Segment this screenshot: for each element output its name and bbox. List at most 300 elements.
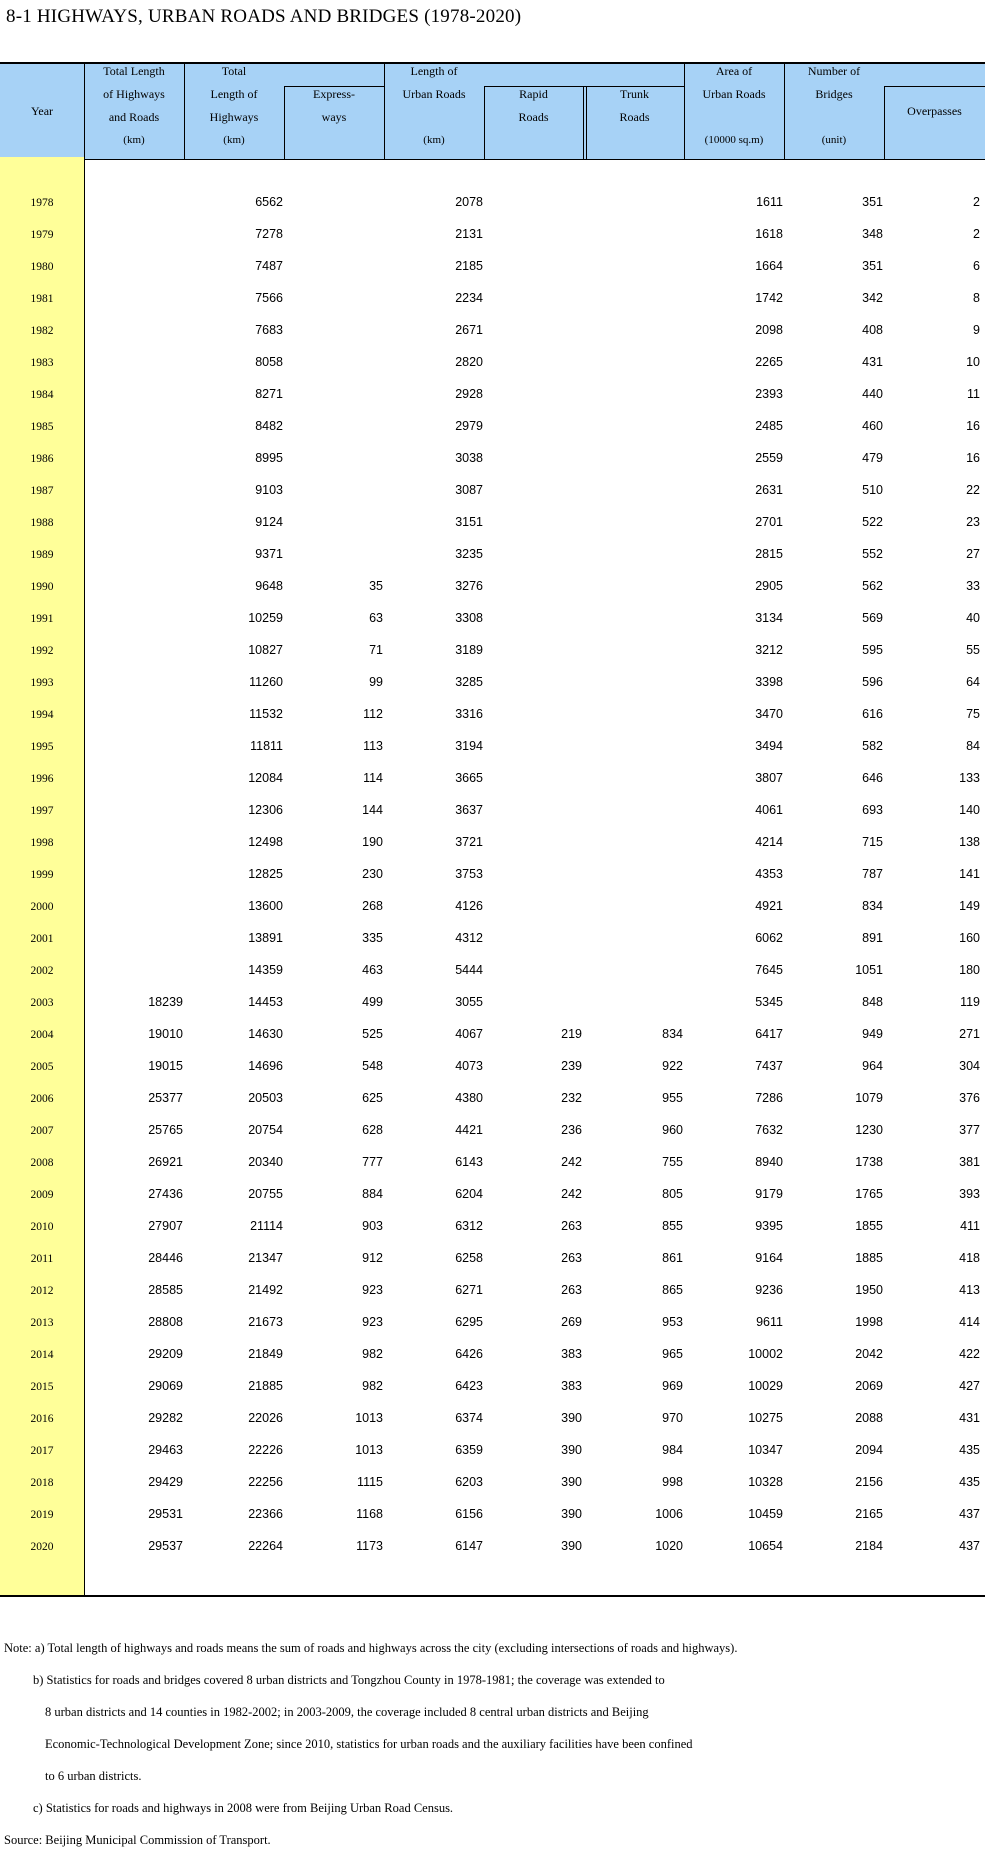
note-b-line2: 8 urban districts and 14 counties in 1982-2002; in 2003-2009, the coverage included 8 central urban districts and Beijing [45, 1705, 649, 1719]
table-row [0, 1530, 985, 1562]
cell-urban-roads: 6156 [455, 1507, 483, 1521]
cell-bridges: 440 [862, 387, 883, 401]
cell-bridges: 408 [862, 323, 883, 337]
table-row [0, 986, 985, 1018]
cell-total-highways-roads: 28446 [148, 1251, 183, 1265]
cell-total-highways: 22366 [248, 1507, 283, 1521]
cell-urban-roads: 6147 [455, 1539, 483, 1553]
cell-urban-roads: 2078 [455, 195, 483, 209]
table-row [0, 1082, 985, 1114]
cell-bridges: 949 [862, 1027, 883, 1041]
cell-overpasses: 119 [960, 995, 980, 1009]
cell-area-urban-roads: 10002 [748, 1347, 783, 1361]
table-row [0, 666, 985, 698]
cell-bridges: 2165 [855, 1507, 883, 1521]
cell-expressways: 884 [362, 1187, 383, 1201]
cell-area-urban-roads: 10029 [748, 1379, 783, 1393]
cell-rapid-roads: 390 [561, 1443, 582, 1457]
cell-area-urban-roads: 9164 [755, 1251, 783, 1265]
cell-year: 2017 [30, 1445, 54, 1457]
cell-expressways: 63 [369, 611, 383, 625]
cell-total-highways: 20340 [248, 1155, 283, 1169]
cell-total-highways: 6562 [255, 195, 283, 209]
cell-total-highways: 12498 [248, 835, 283, 849]
cell-bridges: 510 [862, 483, 883, 497]
cell-total-highways: 13891 [248, 931, 283, 945]
cell-year: 2009 [30, 1189, 54, 1201]
cell-year: 1999 [30, 869, 54, 881]
cell-urban-roads: 3637 [455, 803, 483, 817]
cell-year: 2005 [30, 1061, 54, 1073]
cell-expressways: 982 [362, 1347, 383, 1361]
cell-trunk-roads: 922 [662, 1059, 683, 1073]
cell-rapid-roads: 219 [561, 1027, 582, 1041]
header-rapid-roads: Rapid Roads [518, 87, 549, 124]
cell-trunk-roads: 1006 [655, 1507, 683, 1521]
cell-total-highways: 11532 [249, 707, 283, 721]
table-header [0, 62, 985, 160]
cell-total-highways: 8058 [255, 355, 283, 369]
cell-year: 1988 [30, 517, 54, 529]
note-b-line1: b) Statistics for roads and bridges covered 8 urban districts and Tongzhou County in 1978-1981; the coverage was extended to [33, 1673, 665, 1687]
table-row [0, 1370, 985, 1402]
cell-overpasses: 376 [959, 1091, 980, 1105]
cell-trunk-roads: 969 [662, 1379, 683, 1393]
cell-year: 1979 [30, 229, 54, 241]
cell-bridges: 646 [862, 771, 883, 785]
cell-urban-roads: 4126 [455, 899, 483, 913]
cell-rapid-roads: 390 [561, 1507, 582, 1521]
cell-year: 1998 [30, 837, 54, 849]
cell-expressways: 1115 [357, 1475, 383, 1489]
cell-overpasses: 16 [966, 419, 980, 433]
cell-trunk-roads: 834 [662, 1027, 683, 1041]
cell-urban-roads: 6143 [455, 1155, 483, 1169]
cell-year: 1985 [30, 421, 54, 433]
cell-urban-roads: 4067 [455, 1027, 483, 1041]
cell-bridges: 1079 [855, 1091, 883, 1105]
header-total-highways-roads: Total Length of Highways and Roads (km) [103, 64, 165, 146]
cell-overpasses: 16 [966, 451, 980, 465]
cell-urban-roads: 6271 [455, 1283, 483, 1297]
cell-total-highways: 11260 [249, 675, 283, 689]
cell-year: 1997 [30, 805, 54, 817]
cell-overpasses: 414 [959, 1315, 980, 1329]
cell-total-highways: 8271 [255, 387, 283, 401]
cell-year: 2013 [30, 1317, 54, 1329]
cell-year: 1994 [30, 709, 54, 721]
cell-year: 2008 [30, 1157, 54, 1169]
cell-bridges: 348 [862, 227, 883, 241]
cell-total-highways-roads: 27436 [148, 1187, 183, 1201]
cell-year: 2014 [30, 1349, 54, 1361]
table-row [0, 826, 985, 858]
cell-year: 2015 [30, 1381, 54, 1393]
cell-total-highways: 10259 [248, 611, 283, 625]
cell-expressways: 923 [362, 1283, 383, 1297]
table-row [0, 1178, 985, 1210]
cell-urban-roads: 2131 [455, 227, 483, 241]
table-row [0, 922, 985, 954]
cell-overpasses: 411 [960, 1219, 980, 1233]
cell-rapid-roads: 242 [561, 1155, 582, 1169]
cell-area-urban-roads: 9236 [755, 1283, 783, 1297]
cell-trunk-roads: 955 [662, 1091, 683, 1105]
cell-overpasses: 9 [973, 323, 980, 337]
cell-overpasses: 435 [959, 1475, 980, 1489]
cell-year: 2018 [30, 1477, 54, 1489]
cell-rapid-roads: 242 [561, 1187, 582, 1201]
cell-bridges: 522 [862, 515, 883, 529]
cell-overpasses: 84 [966, 739, 980, 753]
cell-urban-roads: 6258 [455, 1251, 483, 1265]
cell-year: 1984 [30, 389, 54, 401]
cell-urban-roads: 5444 [455, 963, 483, 977]
cell-expressways: 777 [362, 1155, 383, 1169]
cell-year: 1993 [30, 677, 54, 689]
table-row [0, 602, 985, 634]
cell-expressways: 112 [363, 707, 383, 721]
cell-bridges: 2184 [855, 1539, 883, 1553]
cell-expressways: 1168 [356, 1507, 383, 1521]
cell-year: 1986 [30, 453, 54, 465]
cell-bridges: 351 [862, 195, 883, 209]
cell-total-highways: 22026 [248, 1411, 283, 1425]
cell-year: 2016 [30, 1413, 54, 1425]
cell-expressways: 1173 [356, 1539, 383, 1553]
cell-bridges: 1765 [855, 1187, 883, 1201]
cell-urban-roads: 6359 [455, 1443, 483, 1457]
cell-bridges: 693 [862, 803, 883, 817]
cell-trunk-roads: 855 [662, 1219, 683, 1233]
cell-total-highways: 22256 [248, 1475, 283, 1489]
header-bridges: Number of Bridges (unit) [807, 64, 861, 146]
cell-area-urban-roads: 2701 [755, 515, 783, 529]
cell-expressways: 113 [363, 739, 383, 753]
cell-year: 1992 [30, 645, 54, 657]
cell-bridges: 891 [862, 931, 883, 945]
table-row [0, 1338, 985, 1370]
cell-expressways: 912 [362, 1251, 383, 1265]
cell-urban-roads: 4421 [455, 1123, 483, 1137]
cell-bridges: 2042 [855, 1347, 883, 1361]
table-row [0, 378, 985, 410]
page-title: 8-1 HIGHWAYS, URBAN ROADS AND BRIDGES (1978-2020) [6, 6, 522, 27]
cell-total-highways: 21114 [250, 1219, 283, 1233]
cell-bridges: 2069 [855, 1379, 883, 1393]
cell-year: 2003 [30, 997, 54, 1009]
cell-overpasses: 75 [966, 707, 980, 721]
cell-expressways: 35 [369, 579, 383, 593]
cell-total-highways: 21347 [248, 1251, 283, 1265]
cell-urban-roads: 6295 [455, 1315, 483, 1329]
cell-overpasses: 377 [959, 1123, 980, 1137]
cell-year: 1990 [30, 581, 54, 593]
cell-urban-roads: 3721 [455, 835, 483, 849]
cell-urban-roads: 3276 [455, 579, 483, 593]
cell-area-urban-roads: 2098 [755, 323, 783, 337]
cell-overpasses: 431 [959, 1411, 980, 1425]
cell-area-urban-roads: 7437 [755, 1059, 783, 1073]
cell-year: 1989 [30, 549, 54, 561]
cell-rapid-roads: 263 [561, 1219, 582, 1233]
table-row [0, 570, 985, 602]
cell-overpasses: 33 [966, 579, 980, 593]
cell-total-highways: 7683 [255, 323, 283, 337]
table-row [0, 698, 985, 730]
cell-total-highways: 20754 [248, 1123, 283, 1137]
cell-total-highways: 21492 [248, 1283, 283, 1297]
cell-area-urban-roads: 1611 [756, 195, 783, 209]
cell-total-highways: 12084 [248, 771, 283, 785]
note-a: Note: a) Total length of highways and roads means the sum of roads and highways across the city (excluding intersections of roads and highways). [4, 1641, 738, 1655]
cell-trunk-roads: 998 [662, 1475, 683, 1489]
cell-area-urban-roads: 8940 [755, 1155, 783, 1169]
note-c: c) Statistics for roads and highways in 2008 were from Beijing Urban Road Census. [33, 1801, 454, 1815]
cell-trunk-roads: 1020 [655, 1539, 683, 1553]
table-row [0, 250, 985, 282]
cell-total-highways-roads: 19010 [148, 1027, 183, 1041]
cell-bridges: 787 [862, 867, 883, 881]
cell-urban-roads: 3235 [455, 547, 483, 561]
cell-total-highways: 8482 [255, 419, 283, 433]
cell-bridges: 964 [862, 1059, 883, 1073]
cell-total-highways-roads: 28808 [148, 1315, 183, 1329]
cell-area-urban-roads: 4921 [755, 899, 783, 913]
cell-bridges: 562 [862, 579, 883, 593]
cell-total-highways: 7566 [255, 291, 283, 305]
cell-total-highways-roads: 25765 [148, 1123, 183, 1137]
cell-overpasses: 180 [959, 963, 980, 977]
cell-bridges: 595 [862, 643, 883, 657]
cell-year: 2020 [30, 1541, 54, 1553]
cell-urban-roads: 3189 [455, 643, 483, 657]
cell-urban-roads: 3316 [455, 707, 483, 721]
cell-rapid-roads: 390 [561, 1411, 582, 1425]
table-row [0, 1434, 985, 1466]
cell-area-urban-roads: 3134 [755, 611, 783, 625]
cell-overpasses: 11 [967, 387, 980, 401]
cell-year: 1983 [30, 357, 54, 369]
cell-area-urban-roads: 9611 [756, 1315, 783, 1329]
cell-area-urban-roads: 3212 [755, 643, 783, 657]
header-total-highways: Total Length of Highways (km) [209, 64, 259, 146]
cell-overpasses: 271 [959, 1027, 980, 1041]
cell-total-highways-roads: 29069 [148, 1379, 183, 1393]
cell-bridges: 2156 [855, 1475, 883, 1489]
cell-urban-roads: 2185 [455, 259, 483, 273]
cell-bridges: 1950 [855, 1283, 883, 1297]
cell-expressways: 628 [362, 1123, 383, 1137]
cell-urban-roads: 3753 [455, 867, 483, 881]
cell-trunk-roads: 861 [662, 1251, 683, 1265]
cell-urban-roads: 3087 [455, 483, 483, 497]
cell-bridges: 848 [862, 995, 883, 1009]
cell-expressways: 982 [362, 1379, 383, 1393]
cell-urban-roads: 3285 [455, 675, 483, 689]
cell-area-urban-roads: 2905 [755, 579, 783, 593]
header-urban-roads: Length of Urban Roads (km) [402, 64, 466, 146]
cell-year: 1980 [30, 261, 54, 273]
cell-area-urban-roads: 7286 [755, 1091, 783, 1105]
cell-total-highways: 9103 [255, 483, 283, 497]
cell-overpasses: 418 [959, 1251, 980, 1265]
cell-urban-roads: 6312 [455, 1219, 483, 1233]
cell-overpasses: 64 [966, 675, 980, 689]
cell-bridges: 596 [862, 675, 883, 689]
cell-urban-roads: 3151 [455, 515, 483, 529]
cell-urban-roads: 6203 [455, 1475, 483, 1489]
cell-area-urban-roads: 3398 [755, 675, 783, 689]
cell-year: 2010 [30, 1221, 54, 1233]
cell-urban-roads: 6426 [455, 1347, 483, 1361]
cell-total-highways: 9371 [255, 547, 283, 561]
table-row [0, 1146, 985, 1178]
cell-year: 2004 [30, 1029, 54, 1041]
cell-area-urban-roads: 4353 [755, 867, 783, 881]
cell-expressways: 230 [362, 867, 383, 881]
cell-overpasses: 10 [966, 355, 980, 369]
cell-year: 2002 [30, 965, 54, 977]
note-b-line4: to 6 urban districts. [45, 1769, 142, 1783]
cell-bridges: 1885 [855, 1251, 883, 1265]
cell-bridges: 479 [862, 451, 883, 465]
cell-overpasses: 393 [959, 1187, 980, 1201]
cell-expressways: 99 [369, 675, 383, 689]
cell-total-highways: 21849 [248, 1347, 283, 1361]
cell-area-urban-roads: 4214 [755, 835, 783, 849]
cell-bridges: 2094 [855, 1443, 883, 1457]
cell-area-urban-roads: 2815 [755, 547, 783, 561]
cell-area-urban-roads: 2485 [755, 419, 783, 433]
cell-area-urban-roads: 9179 [755, 1187, 783, 1201]
cell-overpasses: 22 [966, 483, 980, 497]
cell-total-highways: 14453 [248, 995, 283, 1009]
table-row [0, 858, 985, 890]
cell-rapid-roads: 263 [561, 1283, 582, 1297]
cell-bridges: 460 [862, 419, 883, 433]
cell-area-urban-roads: 6062 [755, 931, 783, 945]
cell-rapid-roads: 383 [561, 1379, 582, 1393]
cell-total-highways: 21673 [248, 1315, 283, 1329]
cell-overpasses: 422 [959, 1347, 980, 1361]
cell-year: 2019 [30, 1509, 54, 1521]
cell-total-highways: 21885 [248, 1379, 283, 1393]
cell-year: 2007 [30, 1125, 54, 1137]
table-row [0, 346, 985, 378]
cell-expressways: 625 [362, 1091, 383, 1105]
cell-expressways: 71 [369, 643, 383, 657]
cell-area-urban-roads: 7645 [755, 963, 783, 977]
cell-year: 1978 [30, 197, 54, 209]
cell-overpasses: 413 [959, 1283, 980, 1297]
cell-overpasses: 149 [959, 899, 980, 913]
cell-bridges: 552 [862, 547, 883, 561]
cell-expressways: 548 [362, 1059, 383, 1073]
cell-area-urban-roads: 4061 [755, 803, 783, 817]
cell-urban-roads: 4380 [455, 1091, 483, 1105]
cell-overpasses: 381 [959, 1155, 980, 1169]
cell-total-highways: 14696 [248, 1059, 283, 1073]
cell-area-urban-roads: 3494 [755, 739, 783, 753]
cell-total-highways-roads: 29429 [148, 1475, 183, 1489]
cell-area-urban-roads: 10347 [748, 1443, 783, 1457]
cell-overpasses: 138 [959, 835, 980, 849]
notes [4, 1632, 737, 1856]
cell-expressways: 903 [362, 1219, 383, 1233]
cell-total-highways: 10827 [248, 643, 283, 657]
cell-area-urban-roads: 5345 [755, 995, 783, 1009]
cell-area-urban-roads: 2265 [755, 355, 783, 369]
cell-year: 1981 [30, 293, 54, 305]
cell-total-highways-roads: 28585 [148, 1283, 183, 1297]
cell-area-urban-roads: 3470 [755, 707, 783, 721]
table-row [0, 1306, 985, 1338]
cell-urban-roads: 2671 [455, 323, 483, 337]
cell-total-highways-roads: 29282 [148, 1411, 183, 1425]
cell-expressways: 923 [362, 1315, 383, 1329]
cell-year: 2000 [30, 901, 54, 913]
cell-total-highways: 22226 [248, 1443, 283, 1457]
cell-total-highways-roads: 29463 [148, 1443, 183, 1457]
cell-total-highways-roads: 29537 [148, 1539, 183, 1553]
cell-total-highways: 22264 [248, 1539, 283, 1553]
cell-urban-roads: 2928 [455, 387, 483, 401]
cell-overpasses: 2 [973, 195, 980, 209]
cell-urban-roads: 6374 [455, 1411, 483, 1425]
cell-overpasses: 437 [959, 1539, 980, 1553]
cell-year: 2012 [30, 1285, 54, 1297]
cell-area-urban-roads: 10328 [748, 1475, 783, 1489]
cell-bridges: 431 [862, 355, 883, 369]
cell-overpasses: 40 [966, 611, 980, 625]
cell-total-highways: 14630 [248, 1027, 283, 1041]
cell-expressways: 463 [362, 963, 383, 977]
cell-rapid-roads: 390 [561, 1475, 582, 1489]
table-row [0, 442, 985, 474]
cell-bridges: 1738 [855, 1155, 883, 1169]
header-overpasses: Overpasses [907, 104, 962, 118]
cell-bridges: 582 [862, 739, 883, 753]
cell-overpasses: 2 [973, 227, 980, 241]
cell-total-highways: 20503 [248, 1091, 283, 1105]
cell-total-highways-roads: 18239 [148, 995, 183, 1009]
cell-year: 2006 [30, 1093, 54, 1105]
cell-overpasses: 437 [959, 1507, 980, 1521]
source: Source: Beijing Municipal Commission of Transport. [4, 1833, 271, 1847]
cell-total-highways: 7487 [255, 259, 283, 273]
cell-total-highways: 9648 [255, 579, 283, 593]
cell-rapid-roads: 390 [561, 1539, 582, 1553]
cell-bridges: 342 [862, 291, 883, 305]
cell-year: 2011 [30, 1253, 54, 1265]
cell-area-urban-roads: 7632 [755, 1123, 783, 1137]
cell-expressways: 525 [362, 1027, 383, 1041]
cell-overpasses: 435 [959, 1443, 980, 1457]
cell-urban-roads: 4073 [455, 1059, 483, 1073]
cell-trunk-roads: 865 [662, 1283, 683, 1297]
table-row [0, 954, 985, 986]
cell-rapid-roads: 263 [561, 1251, 582, 1265]
cell-overpasses: 133 [959, 771, 980, 785]
cell-urban-roads: 3055 [455, 995, 483, 1009]
cell-total-highways: 14359 [248, 963, 283, 977]
table-row [0, 1018, 985, 1050]
cell-trunk-roads: 970 [662, 1411, 683, 1425]
table-row [0, 506, 985, 538]
cell-area-urban-roads: 9395 [755, 1219, 783, 1233]
cell-rapid-roads: 383 [561, 1347, 582, 1361]
